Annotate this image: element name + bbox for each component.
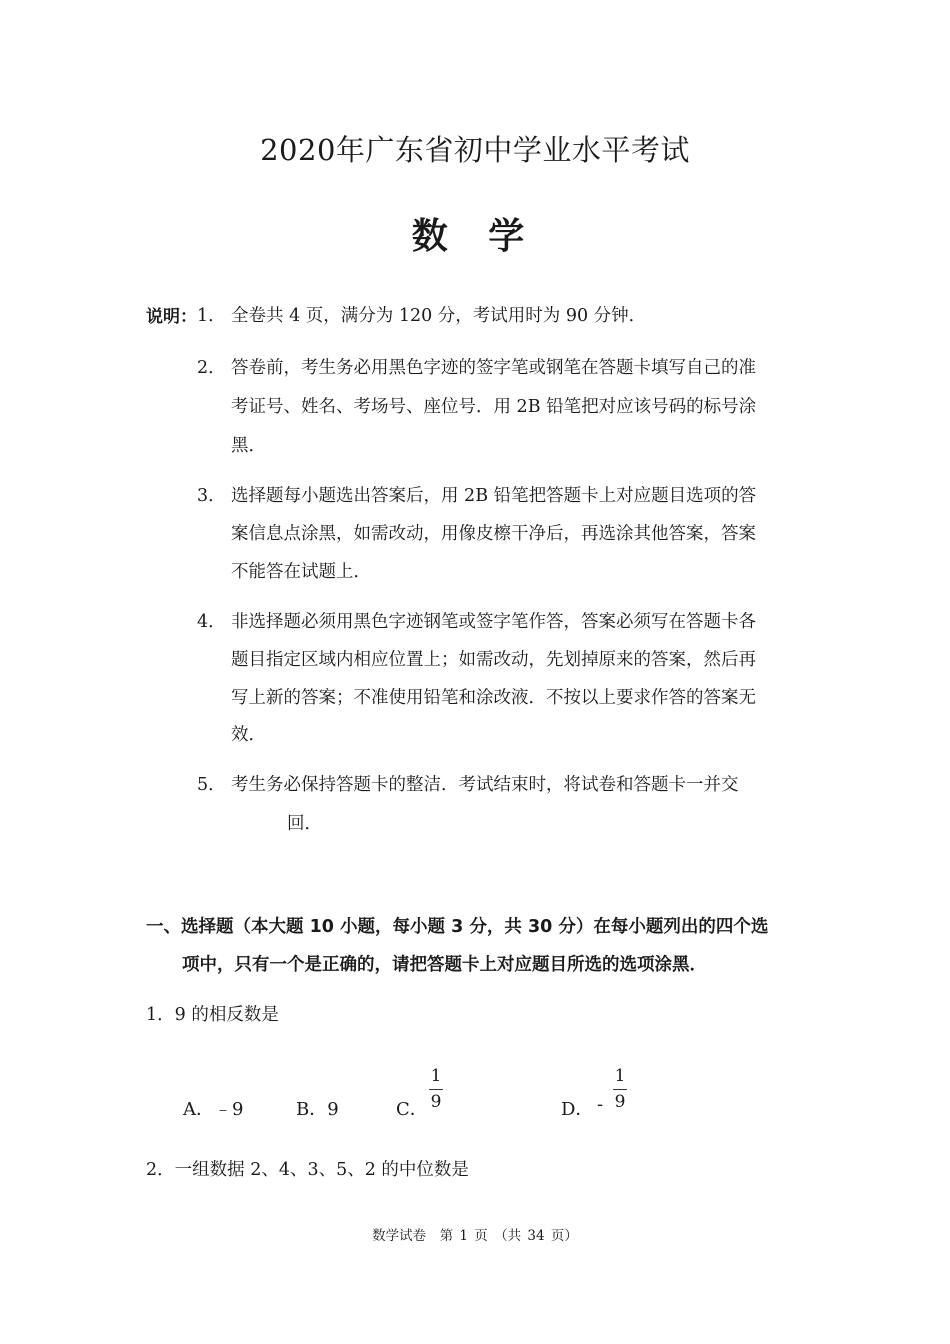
- fraction-bar: [613, 1089, 627, 1090]
- instruction-line: 黑．: [231, 436, 266, 456]
- question-stem: 2．一组数据 2、4、3、5、2 的中位数是: [146, 1160, 469, 1180]
- page-footer: 数学试卷 第 1 页 （共 34 页）: [372, 1228, 578, 1244]
- option-c-numerator: 1: [430, 1066, 442, 1086]
- exam-title: 2020年广东省初中学业水平考试: [260, 133, 690, 167]
- instruction-line: 选择题每小题选出答案后，用 2B 铅笔把答题卡上对应题目选项的答: [231, 486, 757, 506]
- instruction-number: 1．: [197, 306, 226, 326]
- instruction-number: 4．: [197, 612, 226, 632]
- instruction-line: 不能答在试题上．: [231, 562, 371, 582]
- instruction-number: 2．: [197, 358, 226, 378]
- instruction-line: 题目指定区域内相应位置上；如需改动，先划掉原来的答案，然后再: [231, 650, 756, 670]
- instruction-line: 答卷前，考生务必用黑色字迹的签字笔或钢笔在答题卡填写自己的准: [231, 358, 756, 378]
- question-stem: 1．9 的相反数是: [146, 1005, 279, 1025]
- instruction-line: 回．: [287, 814, 322, 834]
- option-d-sign: -: [597, 1094, 604, 1115]
- option-d-denominator: 9: [614, 1092, 626, 1112]
- option-d-numerator: 1: [614, 1066, 626, 1086]
- fraction-bar: [429, 1089, 443, 1090]
- instruction-line: 非选择题必须用黑色字迹钢笔或签字笔作答，答案必须写在答题卡各: [231, 612, 756, 632]
- section-heading-line: 项中，只有一个是正确的，请把答题卡上对应题目所选的选项涂黑．: [182, 955, 707, 975]
- instruction-line: 考生务必保持答题卡的整洁．考试结束时，将试卷和答题卡一并交: [231, 775, 739, 795]
- option-c-label: C．: [396, 1099, 428, 1120]
- section-heading-line: 一、选择题（本大题 10 小题，每小题 3 分，共 30 分）在每小题列出的四个选: [146, 917, 769, 937]
- instruction-number: 3．: [197, 486, 226, 506]
- instruction-line: 写上新的答案；不准使用铅笔和涂改液．不按以上要求作答的答案无: [231, 688, 756, 708]
- option-d-label: D．: [561, 1099, 594, 1120]
- instruction-line: 考证号、姓名、考场号、座位号．用 2B 铅笔把对应该号码的标号涂: [231, 397, 757, 417]
- option-a: A．﹣9: [183, 1099, 244, 1120]
- option-b: B．9: [296, 1099, 339, 1120]
- instruction-line: 案信息点涂黑，如需改动，用像皮檫干净后，再选涂其他答案，答案: [231, 524, 756, 544]
- instruction-number: 5．: [197, 775, 226, 795]
- instructions-label: 说明：: [146, 307, 197, 327]
- instruction-line: 效．: [231, 725, 266, 745]
- subject-title: 数 学: [411, 216, 539, 257]
- instruction-line: 全卷共 4 页，满分为 120 分，考试用时为 90 分钟．: [231, 306, 647, 326]
- option-c-denominator: 9: [430, 1092, 442, 1112]
